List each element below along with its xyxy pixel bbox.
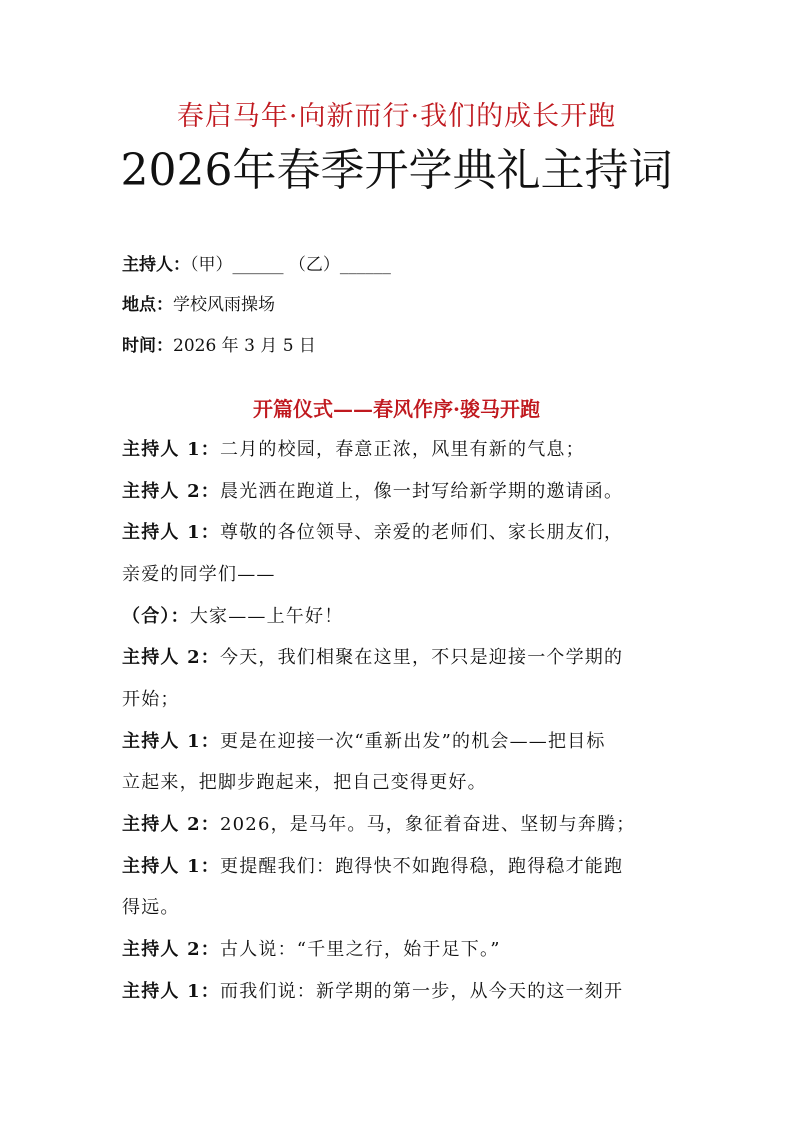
dialogue-text: 古人说：“千里之行，始于足下。” [220, 939, 501, 960]
dialogue-text: 更是在迎接一次“重新出发”的机会——把目标 [220, 731, 606, 752]
speaker-label: 主持人 1： [122, 522, 220, 543]
location-line [122, 292, 275, 318]
dialogue-line [122, 680, 682, 720]
dialogue-line [122, 722, 682, 762]
dialogue-line [122, 513, 682, 553]
dialogue-line [122, 972, 682, 1012]
dialogue-line [122, 805, 682, 845]
dialogue-text: 得远。 [122, 897, 180, 918]
dialogue-text: 尊敬的各位领导、亲爱的老师们、家长朋友们， [220, 522, 624, 543]
dialogue-text: 大家——上午好！ [189, 606, 344, 627]
speaker-label: 主持人 1： [122, 439, 220, 460]
dialogue-text: 更提醒我们：跑得快不如跑得稳，跑得稳才能跑 [220, 856, 624, 877]
dialogue-text: 二月的校园，春意正浓，风里有新的气息； [220, 439, 585, 460]
dialogue-text: 今天，我们相聚在这里，不只是迎接一个学期的 [220, 647, 624, 668]
section-heading: 开篇仪式——春风作序·骏马开跑 [253, 397, 540, 421]
dialogue-line [122, 930, 682, 970]
dialogue-line [122, 638, 682, 678]
dialogue-text: 2026，是马年。马，象征着奋进、坚韧与奔腾； [220, 814, 636, 835]
dialogue-text: 立起来，把脚步跑起来，把自己变得更好。 [122, 772, 487, 793]
dialogue-line [122, 888, 682, 928]
dialogue-text: 亲爱的同学们—— [122, 564, 276, 585]
time-label: 时间： [122, 336, 173, 356]
document-subtitle: 春启马年·向新而行·我们的成长开跑 [176, 101, 617, 132]
dialogue-text: 开始； [122, 689, 180, 710]
speaker-label: 主持人 2： [122, 481, 220, 502]
speaker-label: （合）： [122, 606, 190, 627]
dialogue-line [122, 597, 682, 637]
dialogue-line [122, 763, 682, 803]
host-value: （甲）______ （乙）______ [190, 255, 391, 275]
dialogue-line [122, 472, 682, 512]
dialogue-line [122, 555, 682, 595]
dialogue-text: 晨光洒在跑道上，像一封写给新学期的邀请函。 [220, 481, 624, 502]
dialogue-line [122, 847, 682, 887]
speaker-label: 主持人 1： [122, 981, 220, 1002]
host-line [122, 252, 391, 278]
time-value: 2026 年 3 月 5 日 [173, 336, 316, 356]
location-label: 地点： [122, 295, 173, 315]
dialogue-line [122, 430, 682, 470]
dialogue-text: 而我们说：新学期的第一步，从今天的这一刻开 [220, 981, 624, 1002]
speaker-label: 主持人 1： [122, 731, 220, 752]
location-value: 学校风雨操场 [173, 295, 275, 315]
document-title: 2026年春季开学典礼主持词 [120, 145, 673, 196]
speaker-label: 主持人 2： [122, 814, 220, 835]
time-line [122, 333, 316, 359]
speaker-label: 主持人 2： [122, 647, 220, 668]
speaker-label: 主持人 2： [122, 939, 220, 960]
speaker-label: 主持人 1： [122, 856, 220, 877]
host-label: 主持人： [122, 255, 190, 275]
